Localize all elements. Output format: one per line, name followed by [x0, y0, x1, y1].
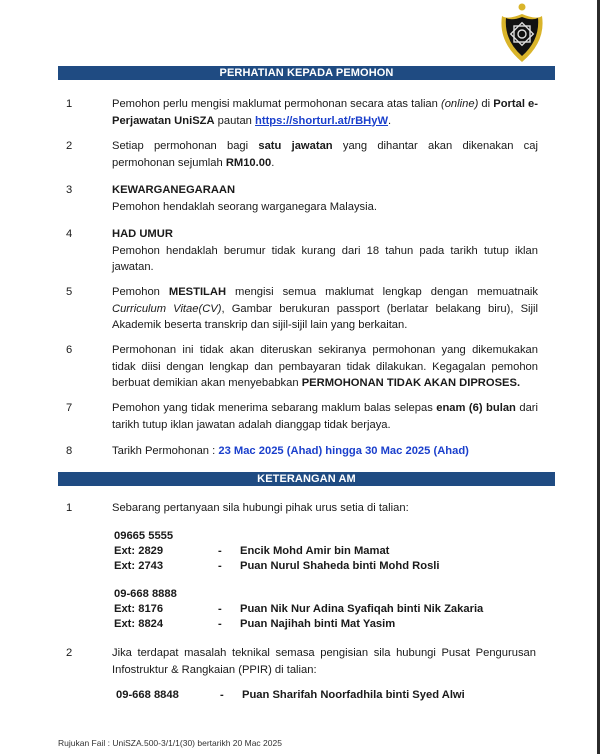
- dash: -: [218, 603, 222, 615]
- dash: -: [220, 689, 224, 701]
- item-number: 1: [66, 98, 73, 110]
- item-heading: KEWARGANEGARAAN: [112, 184, 236, 196]
- item-text: HAD UMUR Pemohon hendaklah berumur tidak kurang dari 18 tahun pada tarikh tutup iklan jawatan.: [112, 228, 538, 273]
- phone-number: 09665 5555: [114, 530, 174, 542]
- contact-name: Puan Nurul Shaheda binti Mohd Rosli: [240, 560, 440, 572]
- item-number: 1: [66, 502, 73, 514]
- contact-name: Puan Najihah binti Mat Yasim: [240, 618, 396, 630]
- item-text: Permohonan ini tidak akan diteruskan sekiranya permohonan yang dikemukakan tidak diisi dengan lengkap dan pembayaran tidak dilakukan. Kegagalan pemohon berbuat demikian akan menyebabkan PERMOHONAN TIDAK AKAN DIPROSES.: [112, 344, 538, 389]
- portal-link[interactable]: https://shorturl.at/rBHyW: [255, 114, 389, 127]
- contact-name: Encik Mohd Amir bin Mamat: [240, 545, 390, 557]
- item-text: Pemohon yang tidak menerima sebarang maklum balas selepas enam (6) bulan dari tarikh tutup iklan jawatan adalah dianggap tidak berjaya.: [112, 402, 538, 431]
- item-number: 8: [66, 445, 73, 457]
- contact-name: Puan Nik Nur Adina Syafiqah binti Nik Zakaria: [240, 603, 484, 615]
- item-text: KEWARGANEGARAAN Pemohon hendaklah seorang warganegara Malaysia.: [112, 182, 538, 215]
- dash: -: [218, 545, 222, 557]
- item-heading: HAD UMUR: [112, 228, 173, 240]
- section-banner-perhatian: PERHATIAN KEPADA PEMOHON: [58, 66, 555, 80]
- dash: -: [218, 560, 222, 572]
- item-text: Jika terdapat masalah teknikal semasa pengisian sila hubungi Pusat Pengurusan Infostruktur & Rangkaian (PPIR) di talian:: [112, 647, 536, 676]
- item-number: 5: [66, 286, 73, 298]
- item-number: 3: [66, 184, 73, 196]
- item-number: 7: [66, 402, 73, 414]
- item-text: Tarikh Permohonan : 23 Mac 2025 (Ahad) hingga 30 Mac 2025 (Ahad): [112, 445, 469, 457]
- phone-number: 09-668 8888: [114, 588, 177, 600]
- file-reference: Rujukan Fail : UniSZA.500-3/1/1(30) bertarikh 20 Mac 2025: [58, 738, 282, 748]
- extension: Ext: 2743: [114, 560, 164, 572]
- item-number: 4: [66, 228, 73, 240]
- item-text: Setiap permohonan bagi satu jawatan yang dihantar akan dikenakan caj permohonan sejumlah RM10.00.: [112, 140, 538, 169]
- item-text: Sebarang pertanyaan sila hubungi pihak urus setia di talian:: [112, 502, 409, 514]
- item-number: 2: [66, 140, 73, 152]
- item-text: Pemohon perlu mengisi maklumat permohonan secara atas talian (online) di Portal e-Perjawatan UniSZA pautan https://shorturl.at/rBHyW.: [112, 98, 538, 127]
- item-number: 2: [66, 647, 73, 659]
- contact-name: Puan Sharifah Noorfadhila binti Syed Alwi: [242, 689, 465, 701]
- extension: Ext: 8824: [114, 618, 164, 630]
- extension: Ext: 8176: [114, 603, 164, 615]
- dash: -: [218, 618, 222, 630]
- item-text: Pemohon MESTILAH mengisi semua maklumat lengkap dengan memuatnaik Curriculum Vitae(CV), Gambar berukuran passport (berlatar belakang biru), Sijil Akademik beserta transkrip dan sijil-sijil lain yang berkaitan.: [112, 286, 538, 331]
- phone-number: 09-668 8848: [116, 689, 179, 701]
- item-number: 6: [66, 344, 73, 356]
- section-banner-keterangan: KETERANGAN AM: [58, 472, 555, 486]
- unisza-crest-logo: [496, 2, 548, 66]
- extension: Ext: 2829: [114, 545, 164, 557]
- application-dates: 23 Mac 2025 (Ahad) hingga 30 Mac 2025 (Ahad): [218, 445, 469, 457]
